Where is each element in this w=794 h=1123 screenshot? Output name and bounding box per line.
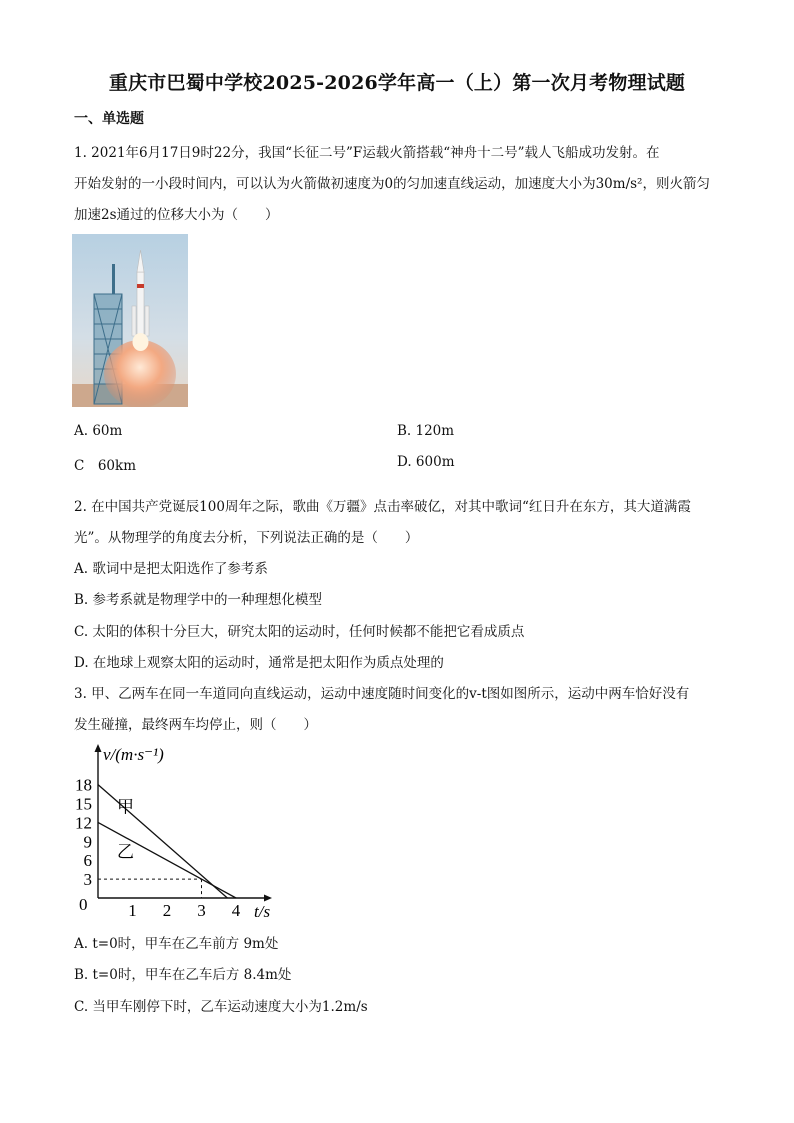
q1-option-a[interactable]: A. 60m (74, 423, 123, 439)
y-axis-label: v/(m·s⁻¹) (103, 745, 164, 764)
q3-line-2: 发生碰撞，最终两车均停止，则（ ） (74, 717, 317, 733)
q2-option-b[interactable]: B. 参考系就是物理学中的一种理想化模型 (74, 592, 323, 608)
q2-option-a[interactable]: A. 歌词中是把太阳选作了参考系 (74, 561, 268, 577)
y-tick-label: 15 (75, 794, 92, 814)
y-tick-label: 3 (83, 870, 92, 890)
y-tick-label: 6 (83, 851, 92, 871)
q2-line-1: 2. 在中国共产党诞辰100周年之际，歌曲《万疆》点击率破亿，对其中歌词“红日升在东方，其大道满霞 (74, 499, 691, 515)
section-heading: 一、单选题 (74, 111, 144, 127)
q1-option-b[interactable]: B. 120m (397, 423, 455, 439)
x-tick-label: 1 (128, 901, 137, 920)
y-tick-label: 12 (75, 813, 92, 833)
q1-line-2: 开始发射的一小段时间内，可以认为火箭做初速度为0的匀加速直线运动，加速度大小为30m/s²，则火箭匀 (74, 176, 710, 192)
series-label: 甲 (116, 797, 134, 817)
y-tick-label: 18 (75, 775, 92, 795)
origin-label: 0 (79, 895, 88, 914)
q3-line-1: 3. 甲、乙两车在同一车道同向直线运动，运动中速度随时间变化的v-t图如图所示，运动中两车恰好没有 (74, 686, 690, 702)
x-tick-label: 2 (162, 901, 172, 920)
y-axis-arrow (95, 744, 102, 752)
q3-option-a[interactable]: A. t=0时，甲车在乙车前方 9m处 (74, 936, 279, 952)
q2-line-2: 光”。从物理学的角度去分析，下列说法正确的是（ ） (74, 530, 419, 546)
x-tick-label: 3 (197, 901, 206, 920)
q3-option-c[interactable]: C. 当甲车刚停下时，乙车运动速度大小为1.2m/s (74, 999, 368, 1015)
x-axis-label: t/s (254, 902, 271, 921)
q1-line-3: 加速2s通过的位移大小为（ ） (74, 207, 279, 223)
q2-option-c[interactable]: C. 太阳的体积十分巨大，研究太阳的运动时，任何时候都不能把它看成质点 (74, 624, 525, 640)
q1-option-d[interactable]: D. 600m (397, 454, 455, 470)
series-label: 乙 (116, 842, 134, 862)
page-title: 重庆市巴蜀中学校2025-2026学年高一（上）第一次月考物理试题 (108, 72, 686, 94)
q2-option-d[interactable]: D. 在地球上观察太阳的运动时，通常是把太阳作为质点处理的 (74, 655, 444, 671)
q1-option-c[interactable]: C 60km (74, 458, 136, 474)
rocket-launch-photo (72, 234, 188, 407)
x-tick-label: 4 (231, 901, 241, 920)
y-tick-label: 9 (83, 832, 92, 852)
q1-line-1: 1. 2021年6月17日9时22分，我国“长征二号”F运载火箭搭载“神舟十二号”载人飞船成功发射。在 (74, 145, 660, 161)
q3-option-b[interactable]: B. t=0时，甲车在乙车后方 8.4m处 (74, 967, 292, 983)
vt-chart (66, 736, 286, 926)
x-axis-arrow (264, 895, 272, 902)
